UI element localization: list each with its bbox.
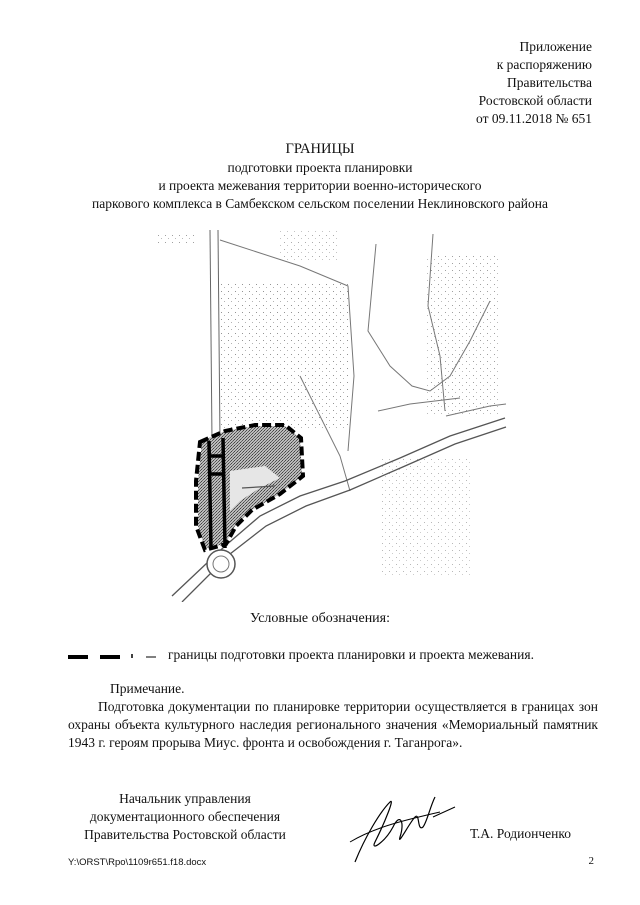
note-body: Подготовка документации по планировке территории осуществляется в границах зон охраны объекта культурного наследия регионального значения «Мемориальный памятник 1943 г. героям прорыва Миус. фронта и освобождения г. Таганрога». <box>68 699 598 750</box>
title-main: ГРАНИЦЫ <box>285 141 355 157</box>
title-line: и проекта межевания территории военно-исторического <box>158 178 482 193</box>
appendix-line: к распоряжению <box>496 57 592 72</box>
park-area <box>198 426 302 548</box>
page-number: 2 <box>588 855 594 867</box>
signatory-line: документационного обеспечения <box>89 809 281 824</box>
note-heading: Примечание. <box>110 681 185 696</box>
signatory-name: Т.А. Родионченко <box>470 826 571 841</box>
appendix-block <box>372 38 592 128</box>
legend-title: Условные обозначения: <box>249 611 391 626</box>
boundary-map <box>150 226 510 602</box>
document-title <box>0 140 640 213</box>
legend-item-label: границы подготовки проекта планировки и проекта межевания. <box>168 647 534 662</box>
signatory-title <box>70 790 300 844</box>
title-line: подготовки проекта планировки <box>227 160 413 175</box>
handwritten-signature <box>345 782 465 872</box>
appendix-date-line: от 09.11.2018 № 651 <box>476 111 592 126</box>
appendix-line: Ростовской области <box>478 93 592 108</box>
file-path: Y:\ORST\Rpo\1109r651.f18.docx <box>68 857 207 868</box>
roundabout <box>207 550 235 578</box>
title-line: паркового комплекса в Самбекском сельском поселении Неклиновского района <box>92 196 548 211</box>
appendix-line: Приложение <box>519 39 592 54</box>
appendix-line: Правительства <box>507 75 592 90</box>
signatory-line: Правительства Ростовской области <box>84 827 286 842</box>
note-block <box>68 680 598 752</box>
signatory-line: Начальник управления <box>119 791 251 806</box>
